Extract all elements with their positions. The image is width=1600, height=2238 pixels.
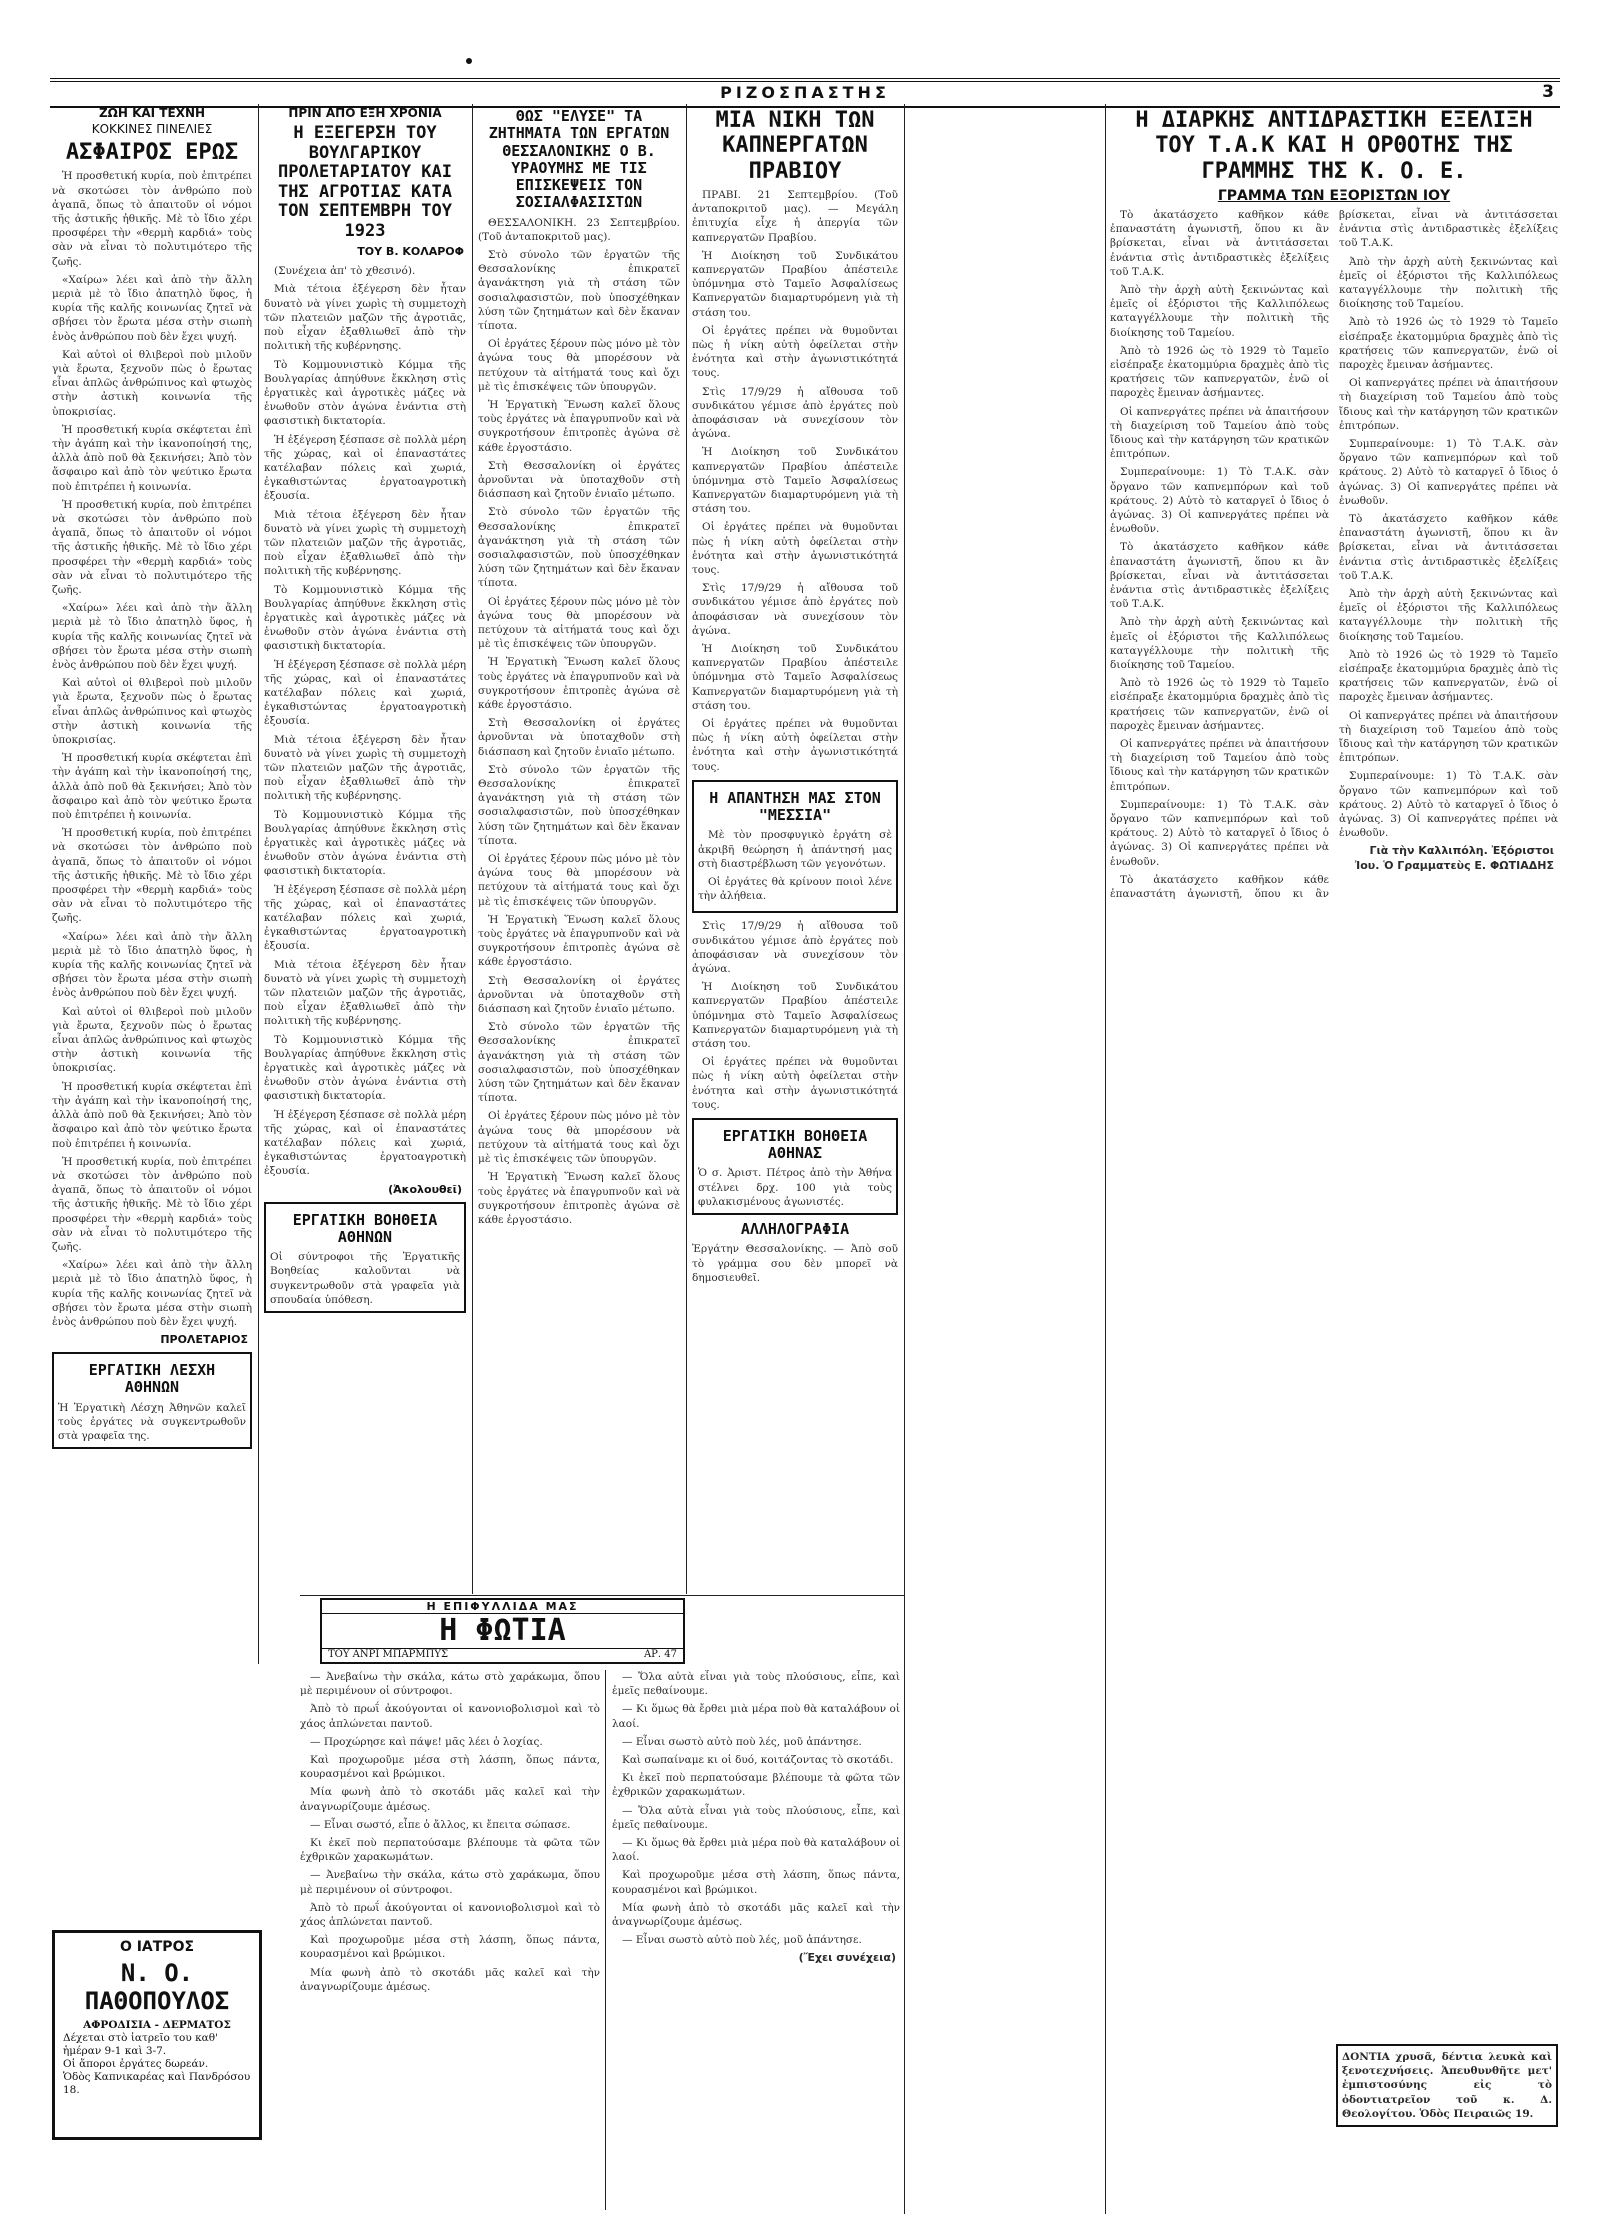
paragraph: Ἡ ἐξέγερση ξέσπασε σὲ πολλὰ μέρη τῆς χώρας, καὶ οἱ ἐπαναστάτες κατέλαβαν πόλεις καὶ χωριά, ἐγκαθιστώντας ἐργατοαγροτικὴ ἐξουσία. <box>264 658 466 728</box>
paragraph: Τὸ ἀκατάσχετο καθῆκον κάθε ἐπαναστάτη ἀγωνιστῆ, ὅπου κι ἂν βρίσκεται, εἶναι νὰ ἀντιτάσσεται ἐνάντια στὶς ἀντιδραστικὲς ἐξελίξεις τοῦ Τ.Α.Κ. <box>1110 208 1558 901</box>
feuilleton-column-1 <box>300 1670 600 2210</box>
paragraph: «Χαίρω» λέει καὶ ἀπὸ τὴν ἄλλη μεριὰ μὲ τὸ ἴδιο ἀπατηλὸ ὕφος, ἡ κυρία τῆς καλῆς κοινωνίας ζητεῖ νὰ σβήσει τὸν ἔρωτα μέσα στὴν σιωπὴ ἑνὸς ἀνθρώπου ποὺ δὲν ἔχει ψυχή. <box>52 1259 252 1328</box>
paragraph: Στὸ σύνολο τῶν ἐργατῶν τῆς Θεσσαλονίκης ἐπικρατεῖ ἀγανάκτηση γιὰ τὴ στάση τῶν σοσιαλφασιστῶν, ποὺ ὑποσχέθηκαν λύση τῶν ζητημάτων καὶ δὲν ἔκαναν τίποτα. <box>478 248 680 332</box>
paragraph: «Χαίρω» λέει καὶ ἀπὸ τὴν ἄλλη μεριὰ μὲ τὸ ἴδιο ἀπατηλὸ ὕφος, ἡ κυρία τῆς καλῆς κοινωνίας ζητεῖ νὰ σβήσει τὸν ἔρωτα μέσα στὴν σιωπὴ ἑνὸς ἀνθρώπου ποὺ δὲν ἔχει ψυχή. <box>52 273 252 343</box>
paragraph: Στὴ Θεσσαλονίκη οἱ ἐργάτες ἀρνοῦνται νὰ ὑποταχθοῦν στὴ διάσπαση καὶ ζητοῦν ἑνιαῖο μέτωπο. <box>478 974 680 1016</box>
newspaper-name: ΡΙΖΟΣΠΑΣΤΗΣ <box>720 83 890 102</box>
paragraph: Ἀπὸ τὸ πρωΐ ἀκούγονται οἱ κανονιοβολισμοὶ καὶ τὸ χάος ἁπλώνεται παντοῦ. <box>300 1901 600 1929</box>
notice-title: ΕΡΓΑΤΙΚΗ ΒΟΗΘΕΙΑ ΑΘΗΝΑΣ <box>722 1126 868 1163</box>
paragraph: — Ὅλα αὐτὰ εἶναι γιὰ τοὺς πλούσιους, εἶπε, καὶ ἐμεῖς πεθαίνουμε. <box>612 1804 900 1831</box>
ad-line: Οἱ ἄποροι ἐργάτες δωρεάν. <box>63 2058 209 2070</box>
paragraph: Καὶ αὐτοὶ οἱ θλιβεροὶ ποὺ μιλοῦν γιὰ ἔρωτα, ξεχνοῦν πὼς ὁ ἔρωτας εἶναι ἁπλῶς ἀνθρώπινος καὶ φτωχὸς στὴν ἀστικὴ κοινωνία τῆς ὑποκρισίας. <box>52 348 252 418</box>
paragraph: Μία φωνὴ ἀπὸ τὸ σκοτάδι μᾶς καλεῖ καὶ τὴν ἀναγνωρίζουμε ἀμέσως. <box>612 1901 900 1929</box>
signature: Γιὰ τὴν Καλλιπόλη. Ἐξόριστοι Ἰου. Ὁ Γραμματεὺς Ε. ΦΩΤΙΑΔΗΣ <box>1354 844 1554 872</box>
paragraph: Ἡ ἐξέγερση ξέσπασε σὲ πολλὰ μέρη τῆς χώρας, καὶ οἱ ἐπαναστάτες κατέλαβαν πόλεις καὶ χωριά, ἐγκαθιστώντας ἐργατοαγροτικὴ ἐξουσία. <box>264 433 466 503</box>
article-body <box>52 169 252 1329</box>
paragraph: Οἱ ἐργάτες πρέπει νὰ θυμοῦνται πὼς ἡ νίκη αὐτὴ ὀφείλεται στὴν ἑνότητα καὶ στὴν ἀγωνιστικότητά τους. <box>692 521 898 576</box>
article-title: ΘΩΣ "ΕΛΥΣΕ" ΤΑ ΖΗΤΗΜΑΤΑ ΤΩΝ ΕΡΓΑΤΩΝ ΘΕΣΣΑΛΟΝΙΚΗΣ Ο Β. ΥΡΑΟΥΜΗΣ ΜΕ ΤΙΣ ΕΠΙΣΚΕΨΕΙΣ ΤΟΝ ΣΟΣΙΑΛΦΑΣΙΣΤΩΝ <box>488 107 670 212</box>
paragraph: Ἡ Διοίκηση τοῦ Συνδικάτου καπνεργατῶν Πραβίου ἀπέστειλε ὑπόμνημα στὸ Ταμεῖο Ἀσφαλίσεως Καπνεργατῶν διαμαρτυρόμενη γιὰ τὴ στάση του. <box>692 981 898 1050</box>
column-art-and-life <box>52 104 252 1924</box>
paragraph: Στὸ σύνολο τῶν ἐργατῶν τῆς Θεσσαλονίκης ἐπικρατεῖ ἀγανάκτηση γιὰ τὴ στάση τῶν σοσιαλφασιστῶν, ποὺ ὑποσχέθηκαν λύση τῶν ζητημάτων καὶ δὲν ἔκαναν τίποτα. <box>478 506 680 590</box>
paragraph: «Χαίρω» λέει καὶ ἀπὸ τὴν ἄλλη μεριὰ μὲ τὸ ἴδιο ἀπατηλὸ ὕφος, ἡ κυρία τῆς καλῆς κοινωνίας ζητεῖ νὰ σβήσει τὸν ἔρωτα μέσα στὴν σιωπὴ ἑνὸς ἀνθρώπου ποὺ δὲν ἔχει ψυχή. <box>52 930 252 1000</box>
paragraph: Ἡ προσθετική κυρία, ποὺ ἐπιτρέπει νὰ σκοτώσει τὸν ἀνθρώπο ποὺ ἀγαπᾶ, ὅπως τὸ ἀπαιτοῦν οἱ νόμοι τῆς ἀστικῆς ἠθικῆς. Μὲ τὸ ἴδιο χέρι προσφέρει τὴν «θερμὴ καρδιά» τοὺς σὰν νὰ εἶναι τὸ πολυτιμότερο τῆς ζωῆς. <box>52 498 252 596</box>
feuilleton-author: ΤΟΥ ΑΝΡΙ ΜΠΑΡΜΠΥΣ <box>328 1649 449 1660</box>
paragraph: Ἀπὸ τὴν ἀρχὴ αὐτὴ ξεκινώντας καὶ ἐμεῖς οἱ ἐξόριστοι τῆς Καλλιπόλεως καταγγέλλουμε τὴν πολιτικὴ τῆς διοίκησης τοῦ Ταμείου. <box>1339 255 1558 311</box>
paragraph: ΘΕΣΣΑΛΟΝΙΚΗ. 23 Σεπτεμβρίου. (Τοῦ ἀνταποκριτοῦ μας). <box>478 216 680 243</box>
ad-line: Ὁδὸς Καπνικαρέας καὶ Πανδρόσου 18. <box>63 2071 251 2096</box>
paragraph: Ἡ προσθετική κυρία, ποὺ ἐπιτρέπει νὰ σκοτώσει τὸν ἀνθρώπο ποὺ ἀγαπᾶ, ὅπως τὸ ἀπαιτοῦν οἱ νόμοι τῆς ἀστικῆς ἠθικῆς. Μὲ τὸ ἴδιο χέρι προσφέρει τὴν «θερμὴ καρδιά» τοὺς σὰν νὰ εἶναι τὸ πολυτιμότερο τῆς ζωῆς. <box>52 1155 252 1253</box>
page-number: 3 <box>1542 82 1554 102</box>
paragraph: Οἱ ἐργάτες πρέπει νὰ θυμοῦνται πὼς ἡ νίκη αὐτὴ ὀφείλεται στὴν ἑνότητα καὶ στὴν ἀγωνιστικότητά τους. <box>692 1056 898 1111</box>
paragraph: Καὶ αὐτοὶ οἱ θλιβεροὶ ποὺ μιλοῦν γιὰ ἔρωτα, ξεχνοῦν πὼς ὁ ἔρωτας εἶναι ἁπλῶς ἀνθρώπινος καὶ φτωχὸς στὴν ἀστικὴ κοινωνία τῆς ὑποκρισίας. <box>52 677 252 747</box>
paragraph: Στὶς 17/9/29 ἡ αἴθουσα τοῦ συνδικάτου γέμισε ἀπὸ ἐργάτες ποὺ ἀποφάσισαν νὰ συνεχίσουν τὸν ἀγώνα. <box>692 582 898 637</box>
article-body <box>264 264 466 1178</box>
paragraph: — Κι ὅμως θὰ ἔρθει μιὰ μέρα ποὺ θὰ καταλάβουν οἱ λαοί. <box>612 1703 900 1730</box>
reply-box <box>692 780 898 914</box>
column-thessaloniki-workers <box>478 104 680 1589</box>
paragraph: Ἡ Ἑργατικὴ Ἕνωση καλεῖ ὅλους τοὺς ἐργάτες νὰ ἐπαγρυπνοῦν καὶ νὰ συγκροτήσουν ἐπιτροπὲς ἀγώνα σὲ κάθε ἐργοστάσιο. <box>478 398 680 454</box>
notice-box <box>692 1118 898 1215</box>
column-rule <box>605 1670 606 2210</box>
paragraph: Ἡ Ἑργατικὴ Ἕνωση καλεῖ ὅλους τοὺς ἐργάτες νὰ ἐπαγρυπνοῦν καὶ νὰ συγκροτήσουν ἐπιτροπὲς ἀγώνα σὲ κάθε ἐργοστάσιο. <box>478 913 680 969</box>
paragraph: Ἡ προσθετική κυρία σκέφτεται ἐπὶ τὴν ἀγάπη καὶ τὴν ἱκανοποίησή της, ἀλλὰ ἀπὸ ποῦ θὰ ξεκινήσει; Ἀπὸ τὸν ἄσφαιρο καὶ ἀπὸ τὸν ψεύτικο ἔρωτα ποὺ ἐπιτρέπει ἡ κοινωνία. <box>52 1080 252 1150</box>
paragraph: Μία φωνὴ ἀπὸ τὸ σκοτάδι μᾶς καλεῖ καὶ τὴν ἀναγνωρίζουμε ἀμέσως. <box>300 1966 600 1993</box>
notice-text: Ἡ Ἐργατικὴ Λέσχη Ἀθηνῶν καλεῖ τοὺς ἐργάτες νὰ συγκεντρωθοῦν στὰ γραφεῖα της. <box>58 1401 246 1443</box>
page-dot <box>466 58 472 64</box>
feuilleton-header <box>320 1598 685 1664</box>
paragraph: Ἀπὸ τὸ 1926 ὡς τὸ 1929 τὸ Ταμεῖο εἰσέπραξε ἑκατομμύρια δραχμὲς ἀπὸ τὶς κρατήσεις τῶν καπνεργατῶν, ἐνῶ οἱ παροχὲς ἔμειναν ἀσήμαντες. <box>1339 648 1558 704</box>
paragraph: — Προχώρησε καὶ πάψε! μᾶς λέει ὁ λοχίας. <box>310 1735 543 1748</box>
paragraph: Ἡ Διοίκηση τοῦ Συνδικάτου καπνεργατῶν Πραβίου ἀπέστειλε ὑπόμνημα στὸ Ταμεῖο Ἀσφαλίσεως Καπνεργατῶν διαμαρτυρόμενη γιὰ τὴ στάση του. <box>692 249 898 319</box>
article-body <box>1110 208 1558 2038</box>
ad-heading: Ο ΙΑΤΡΟΣ <box>119 1939 195 1955</box>
article-title: Η ΕΞΕΓΕΡΣΗ ΤΟΥ ΒΟΥΛΓΑΡΙΚΟΥ ΠΡΟΛΕΤΑΡΙΑΤΟΥ ΚΑΙ ΤΗΣ ΑΓΡΟΤΙΑΣ ΚΑΤΑ ΤΟΝ ΣΕΠΤΕΜΒΡΗ ΤΟΥ 1923 <box>278 123 452 241</box>
section-kicker: ΖΩΗ ΚΑΙ ΤΕΧΝΗ <box>98 106 206 120</box>
paragraph: Στὶς 17/9/29 ἡ αἴθουσα τοῦ συνδικάτου γέμισε ἀπὸ ἐργάτες ποὺ ἀποφάσισαν νὰ συνεχίσουν τὸν ἀγώνα. <box>692 385 898 441</box>
notice-text: Οἱ σύντροφοι τῆς Ἐργατικῆς Βοηθείας καλοῦνται νὰ συγκεντρωθοῦν στὰ γραφεῖα γιὰ σπουδαία ὑπόθεση. <box>270 1251 460 1306</box>
notice-title: ΕΡΓΑΤΙΚΗ ΛΕΣΧΗ ΑΘΗΝΩΝ <box>88 1361 216 1397</box>
continued-note: (Ἔχει συνέχεια) <box>798 1951 896 1965</box>
paragraph: Τὸ ἀκατάσχετο καθῆκον κάθε ἐπαναστάτη ἀγωνιστῆ, ὅπου κι ἂν βρίσκεται, εἶναι νὰ ἀντιτάσσεται ἐνάντια στὶς ἀντιδραστικὲς ἐξελίξεις τοῦ Τ.Α.Κ. <box>1339 512 1558 582</box>
paragraph: Τὸ ἀκατάσχετο καθῆκον κάθε ἐπαναστάτη ἀγωνιστῆ, ὅπου κι ἂν βρίσκεται, εἶναι νὰ ἀντιτάσσεται ἐνάντια στὶς ἀντιδραστικὲς ἐξελίξεις τοῦ Τ.Α.Κ. <box>1110 208 1329 278</box>
correspondence-text: Ἐργάτην Θεσσαλονίκης. — Ἀπὸ σοῦ τὸ γράμμα σου δὲν μπορεῖ νὰ δημοσιευθεῖ. <box>692 1243 898 1284</box>
paragraph: Ἡ προσθετική κυρία, ποὺ ἐπιτρέπει νὰ σκοτώσει τὸν ἀνθρώπο ποὺ ἀγαπᾶ, ὅπως τὸ ἀπαιτοῦν οἱ νόμοι τῆς ἀστικῆς ἠθικῆς. Μὲ τὸ ἴδιο χέρι προσφέρει τὴν «θερμὴ καρδιά» τοὺς σὰν νὰ εἶναι τὸ πολυτιμότερο τῆς ζωῆς. <box>52 827 252 925</box>
paragraph: Μία φωνὴ ἀπὸ τὸ σκοτάδι μᾶς καλεῖ καὶ τὴν ἀναγνωρίζουμε ἀμέσως. <box>300 1786 600 1813</box>
paragraph: Συμπεραίνουμε: 1) Τὸ Τ.Α.Κ. σὰν ὄργανο τῶν καπνεμπόρων καὶ τοῦ κράτους. 2) Αὐτὸ τὸ καταργεῖ ὁ ἴδιος ὁ ἀγώνας. 3) Οἱ καπνεργάτες πρέπει νὰ ἑνωθοῦν. <box>1110 798 1329 868</box>
paragraph: Ἡ ἐξέγερση ξέσπασε σὲ πολλὰ μέρη τῆς χώρας, καὶ οἱ ἐπαναστάτες κατέλαβαν πόλεις καὶ χωριά, ἐγκαθιστώντας ἐργατοαγροτικὴ ἐξουσία. <box>264 883 466 953</box>
notice-text: Ὁ σ. Ἀριστ. Πέτρος ἀπὸ τὴν Ἀθήνα στέλνει δρχ. 100 γιὰ τοὺς φυλακισμένους ἀγωνιστές. <box>698 1167 892 1208</box>
paragraph: — Ἀνεβαίνω τὴν σκάλα, κάτω στὸ χαράκωμα, ὅπου μὲ περιμένουν οἱ σύντροφοι. <box>300 1869 600 1896</box>
paragraph: Ἀπὸ τὴν ἀρχὴ αὐτὴ ξεκινώντας καὶ ἐμεῖς οἱ ἐξόριστοι τῆς Καλλιπόλεως καταγγέλλουμε τὴν πολιτικὴ τῆς διοίκησης τοῦ Ταμείου. <box>1110 283 1329 339</box>
article-title: Η ΔΙΑΡΚΗΣ ΑΝΤΙΔΡΑΣΤΙΚΗ ΕΞΕΛΙΞΗ ΤΟΥ Τ.Α.Κ ΚΑΙ Η ΟΡΘΟΤΗΣ ΤΗΣ ΓΡΑΜΜΗΣ ΤΗΣ Κ. Ο. Ε. <box>1135 108 1533 184</box>
paragraph: Ἀπὸ τὴν ἀρχὴ αὐτὴ ξεκινώντας καὶ ἐμεῖς οἱ ἐξόριστοι τῆς Καλλιπόλεως καταγγέλλουμε τὴν πολιτικὴ τῆς διοίκησης τοῦ Ταμείου. <box>1339 587 1558 643</box>
paragraph: Οἱ ἐργάτες ξέρουν πὼς μόνο μὲ τὸν ἀγώνα τους θὰ μπορέσουν νὰ πετύχουν τὰ αἰτήματά τους καὶ ὄχι μὲ τὶς ἐπισκέψεις τῶν ὑπουργῶν. <box>478 338 680 393</box>
paragraph: Κι ἐκεῖ ποὺ περπατούσαμε βλέπουμε τὰ φῶτα τῶν ἐχθρικῶν χαρακωμάτων. <box>612 1772 900 1799</box>
paragraph: Στὴ Θεσσαλονίκη οἱ ἐργάτες ἀρνοῦνται νὰ ὑποταχθοῦν στὴ διάσπαση καὶ ζητοῦν ἑνιαῖο μέτωπο. <box>478 459 680 501</box>
paragraph: Οἱ ἐργάτες θὰ κρίνουν ποιοὶ λένε τὴν ἀλήθεια. <box>698 875 892 903</box>
paragraph: Οἱ ἐργάτες πρέπει νὰ θυμοῦνται πὼς ἡ νίκη αὐτὴ ὀφείλεται στὴν ἑνότητα καὶ στὴν ἀγωνιστικότητά τους. <box>692 324 898 380</box>
column-tak-exiles-letter <box>1110 104 1558 2214</box>
paragraph: — Εἶναι σωστό, εἶπε ὁ ἄλλος, κι ἔπειτα σώπασε. <box>310 1818 571 1831</box>
paragraph: ΠΡΑΒΙ. 21 Σεπτεμβρίου. (Τοῦ ἀνταποκριτοῦ μας). — Μεγάλη ἐπιτυχία εἶχε ἡ ἀπεργία τῶν καπνεργατῶν Πραβίου. <box>692 188 898 244</box>
correspondence-title: ΑΛΛΗΛΟΓΡΑΦΙΑ <box>740 1220 850 1239</box>
paragraph: Οἱ ἐργάτες ξέρουν πὼς μόνο μὲ τὸν ἀγώνα τους θὰ μπορέσουν νὰ πετύχουν τὰ αἰτήματά τους καὶ ὄχι μὲ τὶς ἐπισκέψεις τῶν ὑπουργῶν. <box>478 1110 680 1166</box>
paragraph: Ἀπὸ τὸ πρωΐ ἀκούγονται οἱ κανονιοβολισμοὶ καὶ τὸ χάος ἁπλώνεται παντοῦ. <box>300 1703 600 1730</box>
paragraph: Ἀπὸ τὸ 1926 ὡς τὸ 1929 τὸ Ταμεῖο εἰσέπραξε ἑκατομμύρια δραχμὲς ἀπὸ τὶς κρατήσεις τῶν καπνεργατῶν, ἐνῶ οἱ παροχὲς ἔμειναν ἀσήμαντες. <box>1339 316 1558 371</box>
paragraph: Ἡ προσθετική κυρία, ποὺ ἐπιτρέπει νὰ σκοτώσει τὸν ἀνθρώπο ποὺ ἀγαπᾶ, ὅπως τὸ ἀπαιτοῦν οἱ νόμοι τῆς ἀστικῆς ἠθικῆς. Μὲ τὸ ἴδιο χέρι προσφέρει τὴν «θερμὴ καρδιά» τοὺς σὰν νὰ εἶναι τὸ πολυτιμότερο τῆς ζωῆς. <box>52 170 252 268</box>
signature: (Ἀκολουθεῖ) <box>388 1182 462 1196</box>
paragraph: Ἡ Ἑργατικὴ Ἕνωση καλεῖ ὅλους τοὺς ἐργάτες νὰ ἐπαγρυπνοῦν καὶ νὰ συγκροτήσουν ἐπιτροπὲς ἀγώνα σὲ κάθε ἐργοστάσιο. <box>478 656 680 711</box>
ad-line: ΑΦΡΟΔΙΣΙΑ - ΔΕΡΜΑΤΟΣ <box>83 2019 231 2031</box>
ad-name: Ν. Ο. ΠΑΘΟΠΟΥΛΟΣ <box>84 1959 230 2015</box>
column-rule <box>686 104 687 1594</box>
paragraph: Συμπεραίνουμε: 1) Τὸ Τ.Α.Κ. σὰν ὄργανο τῶν καπνεμπόρων καὶ τοῦ κράτους. 2) Αὐτὸ τὸ καταργεῖ ὁ ἴδιος ὁ ἀγώνας. 3) Οἱ καπνεργάτες πρέπει νὰ ἑνωθοῦν. <box>1110 466 1329 536</box>
ad-text: ΔΟΝΤΙΑ χρυσᾶ, δέντια λευκὰ καὶ ξενοτεχνήσεις. Ἀπευθυνθῆτε μετ' ἐμπιστοσύνης εἰς τὸ ὀδοντιατρεῖον τοῦ κ. Δ. Θεολογίτου. Ὁδὸς Πειραιῶς 19. <box>1342 2050 1552 2120</box>
paragraph: Καὶ αὐτοὶ οἱ θλιβεροὶ ποὺ μιλοῦν γιὰ ἔρωτα, ξεχνοῦν πὼς ὁ ἔρωτας εἶναι ἁπλῶς ἀνθρώπινος καὶ φτωχὸς στὴν ἀστικὴ κοινωνία τῆς ὑποκρισίας. <box>52 1005 252 1075</box>
paragraph: — Ὅλα αὐτὰ εἶναι γιὰ τοὺς πλούσιους, εἶπε, καὶ ἐμεῖς πεθαίνουμε. <box>612 1671 900 1698</box>
dentist-advertisement <box>1336 2044 1558 2127</box>
paragraph: — Εἶναι σωστὸ αὐτὸ ποὺ λές, μοῦ ἀπάντησε. <box>622 1735 862 1748</box>
paragraph: Οἱ ἐργάτες ξέρουν πὼς μόνο μὲ τὸν ἀγώνα τους θὰ μπορέσουν νὰ πετύχουν τὰ αἰτήματά τους καὶ ὄχι μὲ τὶς ἐπισκέψεις τῶν ὑπουργῶν. <box>478 853 680 908</box>
notice-box <box>52 1352 252 1449</box>
column-rule <box>904 104 905 2214</box>
paragraph: Στὸ σύνολο τῶν ἐργατῶν τῆς Θεσσαλονίκης ἐπικρατεῖ ἀγανάκτηση γιὰ τὴ στάση τῶν σοσιαλφασιστῶν, ποὺ ὑποσχέθηκαν λύση τῶν ζητημάτων καὶ δὲν ἔκαναν τίποτα. <box>478 763 680 847</box>
paragraph: Μιὰ τέτοια ἐξέγερση δὲν ἦταν δυνατὸ νὰ γίνει χωρὶς τὴ συμμετοχὴ τῶν πλατειῶν μαζῶν τῆς ἀγροτιᾶς, ποὺ εἶχαν ἐξαθλιωθεῖ ἀπὸ τὴν πολιτικὴ τῆς κυβέρνησης. <box>264 508 466 578</box>
paragraph: Οἱ ἐργάτες πρέπει νὰ θυμοῦνται πὼς ἡ νίκη αὐτὴ ὀφείλεται στὴν ἑνότητα καὶ στὴν ἀγωνιστικότητά τους. <box>692 718 898 773</box>
column-rule <box>258 104 259 1664</box>
paragraph: Καὶ σωπαίναμε κι οἱ δυό, κοιτάζοντας τὸ σκοτάδι. <box>622 1754 894 1767</box>
paragraph: Ἡ Διοίκηση τοῦ Συνδικάτου καπνεργατῶν Πραβίου ἀπέστειλε ὑπόμνημα στὸ Ταμεῖο Ἀσφαλίσεως Καπνεργατῶν διαμαρτυρόμενη γιὰ τὴ στάση του. <box>692 446 898 516</box>
article-subtitle: ΓΡΑΜΜΑ ΤΩΝ ΕΞΟΡΙΣΤΩΝ ΙΟΥ <box>1217 187 1451 204</box>
column-rule <box>1105 104 1106 2214</box>
column-bulgarian-uprising <box>264 104 466 1589</box>
paragraph: (Συνέχεια ἀπ' τὸ χθεσινό). <box>274 265 416 278</box>
paragraph: Καὶ προχωροῦμε μέσα στὴ λάσπη, ὅπως πάντα, κουρασμένοι καὶ βρώμικοι. <box>300 1934 600 1961</box>
paragraph: Μὲ τὸν προσφυγικὸ ἐργάτη σὲ ἀκριβῆ θεώρηση ἡ ἀπάντησή μας στὴ διαστρέβλωση τῶν γεγονότων. <box>698 829 892 870</box>
signature: ΠΡΟΛΕΤΑΡΙΟΣ <box>160 1333 248 1347</box>
paragraph: Οἱ καπνεργάτες πρέπει νὰ ἀπαιτήσουν τὴ διαχείριση τοῦ Ταμείου ἀπὸ τοὺς ἴδιους καὶ τὴν κατάργηση τῶν κρατικῶν ἐπιτρόπων. <box>1339 377 1558 432</box>
paragraph: Ἡ ἐξέγερση ξέσπασε σὲ πολλὰ μέρη τῆς χώρας, καὶ οἱ ἐπαναστάτες κατέλαβαν πόλεις καὶ χωριά, ἐγκαθιστώντας ἐργατοαγροτικὴ ἐξουσία. <box>264 1108 466 1178</box>
paragraph: Ἀπὸ τὸ 1926 ὡς τὸ 1929 τὸ Ταμεῖο εἰσέπραξε ἑκατομμύρια δραχμὲς ἀπὸ τὶς κρατήσεις τῶν καπνεργατῶν, ἐνῶ οἱ παροχὲς ἔμειναν ἀσήμαντες. <box>1110 344 1329 400</box>
paragraph: Τὸ Κομμουνιστικὸ Κόμμα τῆς Βουλγαρίας ἀπηύθυνε ἔκκληση στὶς ἐργατικὲς καὶ ἀγροτικὲς μάζες νὰ ἑνωθοῦν στὸν ἀγώνα ἐνάντια στὴ φασιστικὴ δικτατορία. <box>264 583 466 653</box>
paragraph: Μιὰ τέτοια ἐξέγερση δὲν ἦταν δυνατὸ νὰ γίνει χωρὶς τὴ συμμετοχὴ τῶν πλατειῶν μαζῶν τῆς ἀγροτιᾶς, ποὺ εἶχαν ἐξαθλιωθεῖ ἀπὸ τὴν πολιτικὴ τῆς κυβέρνησης. <box>264 958 466 1028</box>
feuilleton-column-2 <box>612 1670 900 2210</box>
paragraph: Μιὰ τέτοια ἐξέγερση δὲν ἦταν δυνατὸ νὰ γίνει χωρὶς τὴ συμμετοχὴ τῶν πλατειῶν μαζῶν τῆς ἀγροτιᾶς, ποὺ εἶχαν ἐξαθλιωθεῖ ἀπὸ τὴν πολιτικὴ τῆς κυβέρνησης. <box>264 733 466 803</box>
notice-box <box>264 1202 466 1313</box>
paragraph: Ἡ Ἑργατικὴ Ἕνωση καλεῖ ὅλους τοὺς ἐργάτες νὰ ἐπαγρυπνοῦν καὶ νὰ συγκροτήσουν ἐπιτροπὲς ἀγώνα σὲ κάθε ἐργοστάσιο. <box>478 1171 680 1226</box>
paragraph: Οἱ ἐργάτες ξέρουν πὼς μόνο μὲ τὸν ἀγώνα τους θὰ μπορέσουν νὰ πετύχουν τὰ αἰτήματά τους καὶ ὄχι μὲ τὶς ἐπισκέψεις τῶν ὑπουργῶν. <box>478 595 680 651</box>
byline: ΤΟΥ Β. ΚΟΛΑΡΟΦ <box>357 245 464 259</box>
paragraph: Καὶ προχωροῦμε μέσα στὴ λάσπη, ὅπως πάντα, κουρασμένοι καὶ βρώμικοι. <box>300 1754 600 1781</box>
paragraph: Τὸ Κομμουνιστικὸ Κόμμα τῆς Βουλγαρίας ἀπηύθυνε ἔκκληση στὶς ἐργατικὲς καὶ ἀγροτικὲς μάζες νὰ ἑνωθοῦν στὸν ἀγώνα ἐνάντια στὴ φασιστικὴ δικτατορία. <box>264 1033 466 1103</box>
article-title: ΑΣΦΑΙΡΟΣ ΕΡΩΣ <box>65 140 239 165</box>
paragraph: — Ἀνεβαίνω τὴν σκάλα, κάτω στὸ χαράκωμα, ὅπου μὲ περιμένουν οἱ σύντροφοι. <box>300 1671 600 1698</box>
paragraph: Ἡ προσθετική κυρία σκέφτεται ἐπὶ τὴν ἀγάπη καὶ τὴν ἱκανοποίησή της, ἀλλὰ ἀπὸ ποῦ θὰ ξεκινήσει; Ἀπὸ τὸν ἄσφαιρο καὶ ἀπὸ τὸν ψεύτικο ἔρωτα ποὺ ἐπιτρέπει ἡ κοινωνία. <box>52 423 252 493</box>
article-body <box>478 216 680 1228</box>
paragraph: Ἡ Διοίκηση τοῦ Συνδικάτου καπνεργατῶν Πραβίου ἀπέστειλε ὑπόμνημα στὸ Ταμεῖο Ἀσφαλίσεως Καπνεργατῶν διαμαρτυρόμενη γιὰ τὴ στάση του. <box>692 642 898 712</box>
article-title: ΜΙΑ ΝΙΚΗ ΤΩΝ ΚΑΠΝΕΡΓΑΤΩΝ ΠΡΑΒΙΟΥ <box>715 108 875 184</box>
paragraph: Ἀπὸ τὸ 1926 ὡς τὸ 1929 τὸ Ταμεῖο εἰσέπραξε ἑκατομμύρια δραχμὲς ἀπὸ τὶς κρατήσεις τῶν καπνεργατῶν, ἐνῶ οἱ παροχὲς ἔμειναν ἀσήμαντες. <box>1110 677 1329 732</box>
paragraph: Τὸ ἀκατάσχετο καθῆκον κάθε ἐπαναστάτη ἀγωνιστῆ, ὅπου κι ἂν βρίσκεται, εἶναι νὰ ἀντιτάσσεται ἐνάντια στὶς ἀντιδραστικὲς ἐξελίξεις τοῦ Τ.Α.Κ. <box>1110 541 1329 611</box>
ad-line: Δέχεται στὸ ἰατρεῖο του καθ' ἡμέραν 9-1 καὶ 3-7. <box>63 2032 218 2057</box>
paragraph: Στὸ σύνολο τῶν ἐργατῶν τῆς Θεσσαλονίκης ἐπικρατεῖ ἀγανάκτηση γιὰ τὴ στάση τῶν σοσιαλφασιστῶν, ποὺ ὑποσχέθηκαν λύση τῶν ζητημάτων καὶ δὲν ἔκαναν τίποτα. <box>478 1021 680 1105</box>
paragraph: Καὶ προχωροῦμε μέσα στὴ λάσπη, ὅπως πάντα, κουρασμένοι καὶ βρώμικοι. <box>612 1869 900 1896</box>
reply-title: Η ΑΠΑΝΤΗΣΗ ΜΑΣ ΣΤΟΝ "ΜΕΣΣΙΑ" <box>709 788 881 825</box>
paragraph: Οἱ καπνεργάτες πρέπει νὰ ἀπαιτήσουν τὴ διαχείριση τοῦ Ταμείου ἀπὸ τοὺς ἴδιους καὶ τὴν κατάργηση τῶν κρατικῶν ἐπιτρόπων. <box>1110 405 1329 461</box>
paragraph: Μιὰ τέτοια ἐξέγερση δὲν ἦταν δυνατὸ νὰ γίνει χωρὶς τὴ συμμετοχὴ τῶν πλατειῶν μαζῶν τῆς ἀγροτιᾶς, ποὺ εἶχαν ἐξαθλιωθεῖ ἀπὸ τὴν πολιτικὴ τῆς κυβέρνησης. <box>264 283 466 353</box>
doctor-advertisement <box>52 1930 262 2140</box>
article-body <box>692 188 898 774</box>
paragraph: Συμπεραίνουμε: 1) Τὸ Τ.Α.Κ. σὰν ὄργανο τῶν καπνεμπόρων καὶ τοῦ κράτους. 2) Αὐτὸ τὸ καταργεῖ ὁ ἴδιος ὁ ἀγώνας. 3) Οἱ καπνεργάτες πρέπει νὰ ἑνωθοῦν. <box>1339 770 1558 840</box>
paragraph: Ἡ προσθετική κυρία σκέφτεται ἐπὶ τὴν ἀγάπη καὶ τὴν ἱκανοποίησή της, ἀλλὰ ἀπὸ ποῦ θὰ ξεκινήσει; Ἀπὸ τὸν ἄσφαιρο καὶ ἀπὸ τὸν ψεύτικο ἔρωτα ποὺ ἐπιτρέπει ἡ κοινωνία. <box>52 752 252 822</box>
paragraph: Στὶς 17/9/29 ἡ αἴθουσα τοῦ συνδικάτου γέμισε ἀπὸ ἐργάτες ποὺ ἀποφάσισαν νὰ συνεχίσουν τὸν ἀγώνα. <box>692 920 898 975</box>
feuilleton-title: Η ΦΩΤΙΑ <box>439 1613 566 1648</box>
section-subtitle: ΚΟΚΚΙΝΕΣ ΠΙΝΕΛΙΕΣ <box>91 122 213 136</box>
paragraph: — Εἶναι σωστὸ αὐτὸ ποὺ λές, μοῦ ἀπάντησε. <box>622 1934 862 1947</box>
paragraph: Οἱ καπνεργάτες πρέπει νὰ ἀπαιτήσουν τὴ διαχείριση τοῦ Ταμείου ἀπὸ τοὺς ἴδιους καὶ τὴν κατάργηση τῶν κρατικῶν ἐπιτρόπων. <box>1110 738 1329 793</box>
paragraph: Τὸ Κομμουνιστικὸ Κόμμα τῆς Βουλγαρίας ἀπηύθυνε ἔκκληση στὶς ἐργατικὲς καὶ ἀγροτικὲς μάζες νὰ ἑνωθοῦν στὸν ἀγώνα ἐνάντια στὴ φασιστικὴ δικτατορία. <box>264 358 466 428</box>
paragraph: Τὸ Κομμουνιστικὸ Κόμμα τῆς Βουλγαρίας ἀπηύθυνε ἔκκληση στὶς ἐργατικὲς καὶ ἀγροτικὲς μάζες νὰ ἑνωθοῦν στὸν ἀγώνα ἐνάντια στὴ φασιστικὴ δικτατορία. <box>264 808 466 878</box>
paragraph: Στὴ Θεσσαλονίκη οἱ ἐργάτες ἀρνοῦνται νὰ ὑποταχθοῦν στὴ διάσπαση καὶ ζητοῦν ἑνιαῖο μέτωπο. <box>478 717 680 758</box>
notice-title: ΕΡΓΑΤΙΚΗ ΒΟΗΘΕΙΑ ΑΘΗΝΩΝ <box>292 1210 438 1246</box>
feuilleton-top: Η ΕΠΙΦΥΛΛΙΔΑ ΜΑΣ <box>322 1600 683 1614</box>
feuilleton-number: ΑΡ. 47 <box>643 1649 677 1660</box>
paragraph: «Χαίρω» λέει καὶ ἀπὸ τὴν ἄλλη μεριὰ μὲ τὸ ἴδιο ἀπατηλὸ ὕφος, ἡ κυρία τῆς καλῆς κοινωνίας ζητεῖ νὰ σβήσει τὸν ἔρωτα μέσα στὴν σιωπὴ ἑνὸς ἀνθρώπου ποὺ δὲν ἔχει ψυχή. <box>52 602 252 671</box>
column-rule <box>472 104 473 1594</box>
paragraph: Ἀπὸ τὴν ἀρχὴ αὐτὴ ξεκινώντας καὶ ἐμεῖς οἱ ἐξόριστοι τῆς Καλλιπόλεως καταγγέλλουμε τὴν πολιτικὴ τῆς διοίκησης τοῦ Ταμείου. <box>1110 616 1329 671</box>
paragraph: Οἱ καπνεργάτες πρέπει νὰ ἀπαιτήσουν τὴ διαχείριση τοῦ Ταμείου ἀπὸ τοὺς ἴδιους καὶ τὴν κατάργηση τῶν κρατικῶν ἐπιτρόπων. <box>1339 709 1558 765</box>
section-kicker: ΠΡΙΝ ΑΠΟ ΕΞΗ ΧΡΟΝΙΑ <box>288 106 442 120</box>
paragraph: Συμπεραίνουμε: 1) Τὸ Τ.Α.Κ. σὰν ὄργανο τῶν καπνεμπόρων καὶ τοῦ κράτους. 2) Αὐτὸ τὸ καταργεῖ ὁ ἴδιος ὁ ἀγώνας. 3) Οἱ καπνεργάτες πρέπει νὰ ἑνωθοῦν. <box>1339 437 1558 507</box>
paragraph: — Κι ὅμως θὰ ἔρθει μιὰ μέρα ποὺ θὰ καταλάβουν οἱ λαοί. <box>612 1837 900 1864</box>
paragraph: Κι ἐκεῖ ποὺ περπατούσαμε βλέπουμε τὰ φῶτα τῶν ἐχθρικῶν χαρακωμάτων. <box>300 1837 600 1864</box>
